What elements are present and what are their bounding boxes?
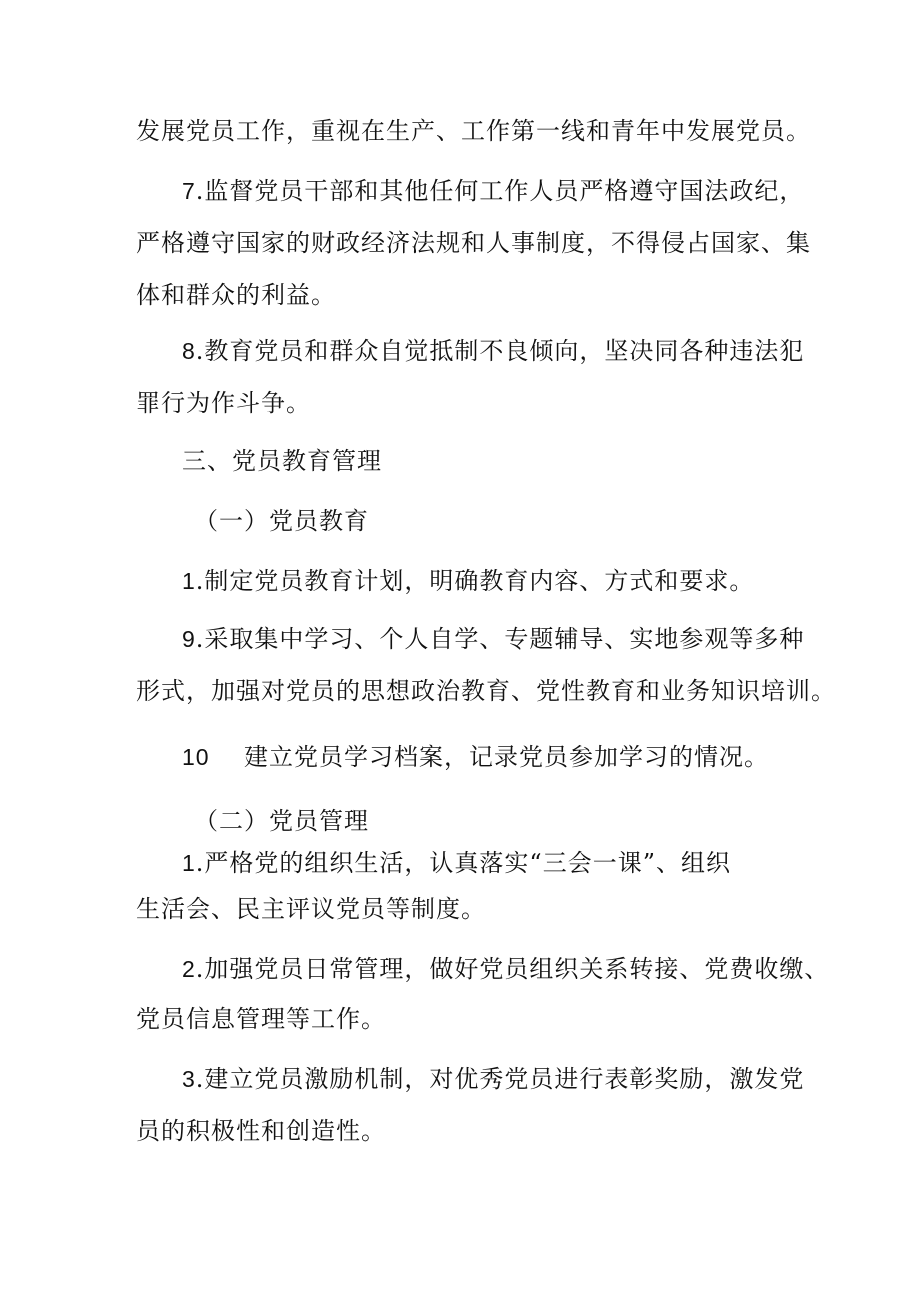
paragraph-continuation-line bbox=[136, 116, 811, 146]
section-title: 三、党员教育管理 bbox=[182, 447, 382, 475]
item-8-line-1 bbox=[182, 336, 804, 366]
item-9-line-1 bbox=[182, 624, 804, 654]
item-7-line-1 bbox=[182, 176, 804, 206]
text: 员的积极性和创造性。 bbox=[136, 1117, 386, 1145]
text: 生活会、民主评议党员等制度。 bbox=[136, 895, 486, 923]
item-8-line-2 bbox=[136, 388, 311, 418]
text: 严格遵守国家的财政经济法规和人事制度，不得侵占国家、集 bbox=[136, 229, 811, 257]
item-3-line-1 bbox=[182, 1064, 804, 1094]
text: .采取集中学习、个人自学、专题辅导、实地参观等多种 bbox=[195, 625, 805, 653]
text: 体和群众的利益。 bbox=[136, 281, 336, 309]
item-1-management-line-1 bbox=[182, 848, 731, 878]
item-number: 1 bbox=[182, 568, 196, 594]
item-7-line-3 bbox=[136, 280, 336, 310]
text: 建立党员学习档案，记录党员参加学习的情况。 bbox=[244, 743, 769, 771]
text: 形式，加强对党员的思想政治教育、党性教育和业务知识培训。 bbox=[136, 677, 836, 705]
item-1-management-line-2 bbox=[136, 894, 486, 924]
text: 发展党员工作，重视在生产、工作第一线和青年中发展党员。 bbox=[136, 117, 811, 145]
item-2-line-2 bbox=[136, 1004, 386, 1034]
text: 罪行为作斗争。 bbox=[136, 389, 311, 417]
item-number: 7 bbox=[182, 178, 196, 204]
item-2-line-1 bbox=[182, 954, 829, 984]
item-3-line-2 bbox=[136, 1116, 386, 1146]
subsection-heading-2 bbox=[194, 806, 369, 836]
subsection-title: （一）党员教育 bbox=[194, 507, 369, 535]
item-1-education bbox=[182, 566, 754, 596]
text: .建立党员激励机制，对优秀党员进行表彰奖励，激发党 bbox=[195, 1065, 805, 1093]
item-number: 9 bbox=[182, 626, 196, 652]
item-7-line-2 bbox=[136, 228, 811, 258]
item-number: 3 bbox=[182, 1066, 196, 1092]
text: .教育党员和群众自觉抵制不良倾向，坚决同各种违法犯 bbox=[195, 337, 805, 365]
text: .制定党员教育计划，明确教育内容、方式和要求。 bbox=[195, 567, 755, 595]
text: .监督党员干部和其他任何工作人员严格遵守国法政纪， bbox=[195, 177, 805, 205]
text: .严格党的组织生活，认真落实“三会一课”、组织 bbox=[195, 849, 731, 877]
item-10 bbox=[182, 742, 769, 772]
item-number: 1 bbox=[182, 850, 196, 876]
item-number: 8 bbox=[182, 338, 196, 364]
section-heading-3 bbox=[182, 446, 382, 476]
item-number: 2 bbox=[182, 956, 196, 982]
item-9-line-2 bbox=[136, 676, 836, 706]
text: 党员信息管理等工作。 bbox=[136, 1005, 386, 1033]
text: .加强党员日常管理，做好党员组织关系转接、党费收缴、 bbox=[195, 955, 830, 983]
item-number: 10 bbox=[182, 744, 210, 770]
subsection-heading-1 bbox=[194, 506, 369, 536]
subsection-title: （二）党员管理 bbox=[194, 807, 369, 835]
